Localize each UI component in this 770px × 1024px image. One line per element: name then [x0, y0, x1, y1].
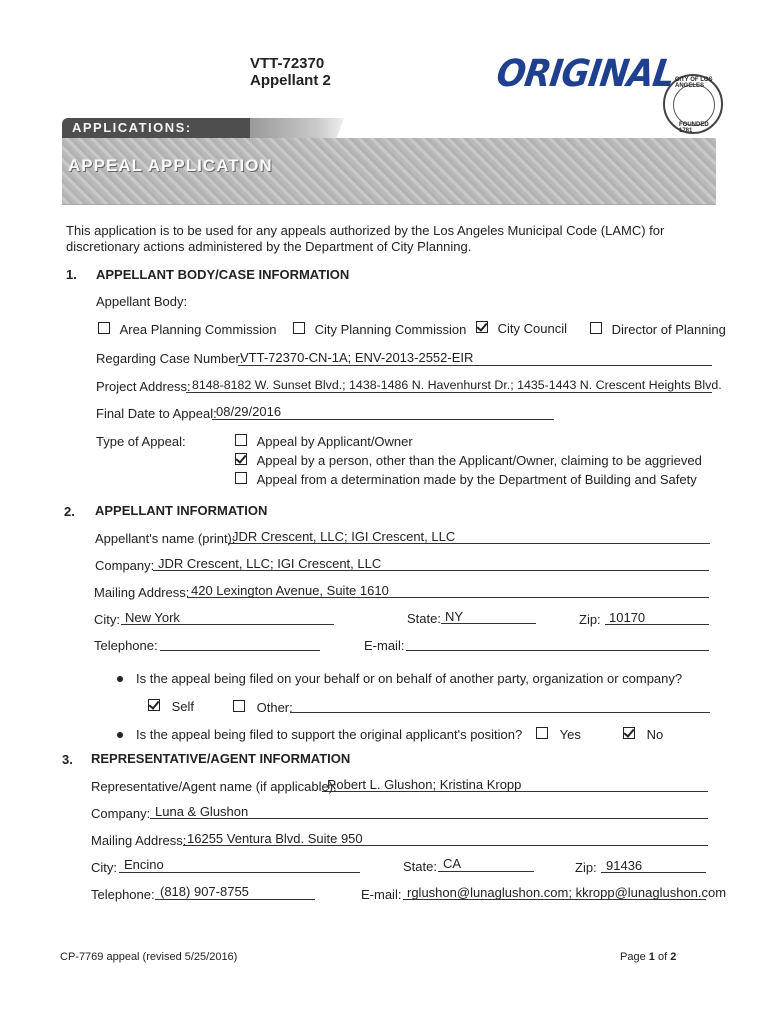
agent-mailing-label: Mailing Address:: [91, 833, 187, 848]
type-of-appeal-label: Type of Appeal:: [96, 434, 186, 449]
page-total: 2: [670, 951, 677, 963]
agent-telephone-line: [155, 899, 315, 900]
appellant-name-label: Appellant's name (print):: [95, 531, 236, 546]
option-label: Yes: [559, 727, 581, 742]
body-option-director[interactable]: [590, 322, 726, 337]
state-value[interactable]: NY: [445, 609, 464, 624]
seal-top-text: CITY OF LOS ANGELES: [675, 77, 713, 89]
appellant-body-label: Appellant Body:: [96, 294, 188, 309]
option-label: City Council: [497, 321, 567, 336]
agent-city-label: City:: [91, 860, 117, 875]
agent-state-value[interactable]: CA: [443, 856, 462, 871]
section2-title: APPELLANT INFORMATION: [95, 503, 268, 518]
section3-number: 3.: [62, 752, 73, 767]
agent-company-label: Company:: [91, 806, 151, 821]
checkbox-checked[interactable]: [476, 321, 488, 333]
support-question: Is the appeal being filed to support the original applicant's position?: [136, 727, 523, 742]
final-date-value[interactable]: 08/29/2016: [216, 404, 282, 419]
self-option[interactable]: [148, 699, 194, 714]
option-label: Director of Planning: [611, 322, 726, 337]
appellant-number: Appellant 2: [250, 72, 331, 89]
option-label: Self: [171, 699, 195, 714]
title-banner: [62, 138, 716, 205]
case-number-value[interactable]: VTT-72370-CN-1A; ENV-2013-2552-EIR: [240, 350, 474, 365]
company-label: Company:: [95, 558, 155, 573]
agent-city-value[interactable]: Encino: [124, 857, 164, 872]
checkbox-checked[interactable]: [148, 699, 160, 711]
zip-label: Zip:: [579, 612, 601, 627]
checkbox[interactable]: [235, 434, 247, 446]
category-banner: [62, 118, 250, 138]
option-label: No: [646, 727, 664, 742]
agent-state-label: State:: [403, 859, 437, 874]
option-label: Appeal from a determination made by the Department of Building and Safety: [256, 472, 697, 487]
checkbox-checked[interactable]: [623, 727, 635, 739]
company-value[interactable]: JDR Crescent, LLC; IGI Crescent, LLC: [158, 556, 382, 571]
page-indicator: [620, 951, 676, 963]
agent-zip-label: Zip:: [575, 860, 597, 875]
checkbox[interactable]: [235, 472, 247, 484]
body-option-city-council[interactable]: [476, 321, 567, 336]
agent-zip-value[interactable]: 91436: [606, 858, 643, 873]
option-label: Appeal by a person, other than the Applicant/Owner, claiming to be aggrieved: [256, 453, 702, 468]
option-label: City Planning Commission: [314, 322, 467, 337]
seal-bottom-text: FOUNDED 1781: [679, 122, 709, 134]
agent-email-label: E-mail:: [361, 887, 402, 902]
checkbox[interactable]: [590, 322, 602, 334]
option-label: Appeal by Applicant/Owner: [256, 434, 413, 449]
appeal-type-building-safety[interactable]: [235, 472, 697, 487]
other-option[interactable]: [233, 700, 293, 715]
checkbox[interactable]: [536, 727, 548, 739]
section2-number: 2.: [64, 504, 75, 519]
mailing-address-value[interactable]: 420 Lexington Avenue, Suite 1610: [191, 583, 389, 598]
case-id: VTT-72370: [250, 55, 325, 72]
option-label: Area Planning Commission: [119, 322, 277, 337]
section1-title: APPELLANT BODY/CASE INFORMATION: [96, 267, 350, 282]
checkbox[interactable]: [293, 322, 305, 334]
mailing-address-label: Mailing Address:: [94, 585, 190, 600]
case-number-line: [238, 365, 712, 366]
body-option-area-planning[interactable]: [98, 322, 276, 337]
city-seal-icon: [663, 74, 723, 134]
category-label: APPLICATIONS:: [72, 120, 192, 135]
other-line: [290, 712, 710, 713]
form-id: CP-7769 appeal (revised 5/25/2016): [60, 951, 238, 963]
city-label: City:: [94, 612, 120, 627]
project-address-line: [186, 392, 712, 393]
agent-state-line: [438, 871, 534, 872]
checkbox[interactable]: [233, 700, 245, 712]
telephone-label: Telephone:: [94, 638, 158, 653]
state-label: State:: [407, 611, 441, 626]
bullet-icon: [117, 676, 123, 682]
behalf-question: Is the appeal being filed on your behalf or on behalf of another party, organization or company?: [136, 671, 683, 686]
project-address-label: Project Address:: [96, 379, 191, 394]
bullet-icon: [117, 732, 123, 738]
option-label: Other:: [256, 700, 293, 715]
agent-name-label: Representative/Agent name (if applicable):: [91, 779, 337, 794]
page-current: 1: [648, 951, 655, 963]
zip-value[interactable]: 10170: [609, 610, 646, 625]
banner-tail: [250, 118, 344, 138]
appeal-type-owner[interactable]: [235, 434, 413, 449]
intro-text: This application is to be used for any appeals authorized by the Los Angeles Municipal Code (LAMC) for discretionary actions administered by the Department of City Planning.: [66, 223, 665, 254]
page-of: of: [657, 951, 668, 963]
agent-telephone-label: Telephone:: [91, 887, 155, 902]
agent-mailing-value[interactable]: 16255 Ventura Blvd. Suite 950: [187, 831, 363, 846]
no-option[interactable]: [623, 727, 663, 742]
final-date-label: Final Date to Appeal:: [96, 406, 217, 421]
final-date-line: [212, 419, 554, 420]
yes-option[interactable]: [536, 727, 581, 742]
agent-name-value[interactable]: Robert L. Glushon; Kristina Kropp: [327, 777, 522, 792]
case-number-label: Regarding Case Number:: [96, 351, 244, 366]
body-option-city-planning[interactable]: [293, 322, 466, 337]
page-prefix: Page: [620, 951, 646, 963]
email-line: [406, 650, 709, 651]
section3-title: REPRESENTATIVE/AGENT INFORMATION: [91, 751, 351, 766]
email-label: E-mail:: [364, 638, 405, 653]
agent-telephone-value[interactable]: (818) 907-8755: [160, 884, 249, 899]
agent-email-value[interactable]: rglushon@lunaglushon.com; kkropp@lunaglushon.com: [407, 885, 727, 900]
form-title: APPEAL APPLICATION: [68, 156, 273, 175]
section1-number: 1.: [66, 267, 77, 282]
agent-city-line: [119, 872, 360, 873]
city-value[interactable]: New York: [125, 610, 180, 625]
telephone-line: [160, 650, 320, 651]
original-stamp: ORIGINAL: [493, 52, 677, 96]
agent-company-value[interactable]: Luna & Glushon: [155, 804, 249, 819]
checkbox-checked[interactable]: [235, 453, 247, 465]
checkbox[interactable]: [98, 322, 110, 334]
project-address-value[interactable]: 8148-8182 W. Sunset Blvd.; 1438-1486 N. Havenhurst Dr.; 1435-1443 N. Crescent Heights Blvd.: [192, 378, 722, 392]
appeal-type-aggrieved[interactable]: [235, 453, 702, 468]
appellant-name-value[interactable]: JDR Crescent, LLC; IGI Crescent, LLC: [232, 529, 456, 544]
